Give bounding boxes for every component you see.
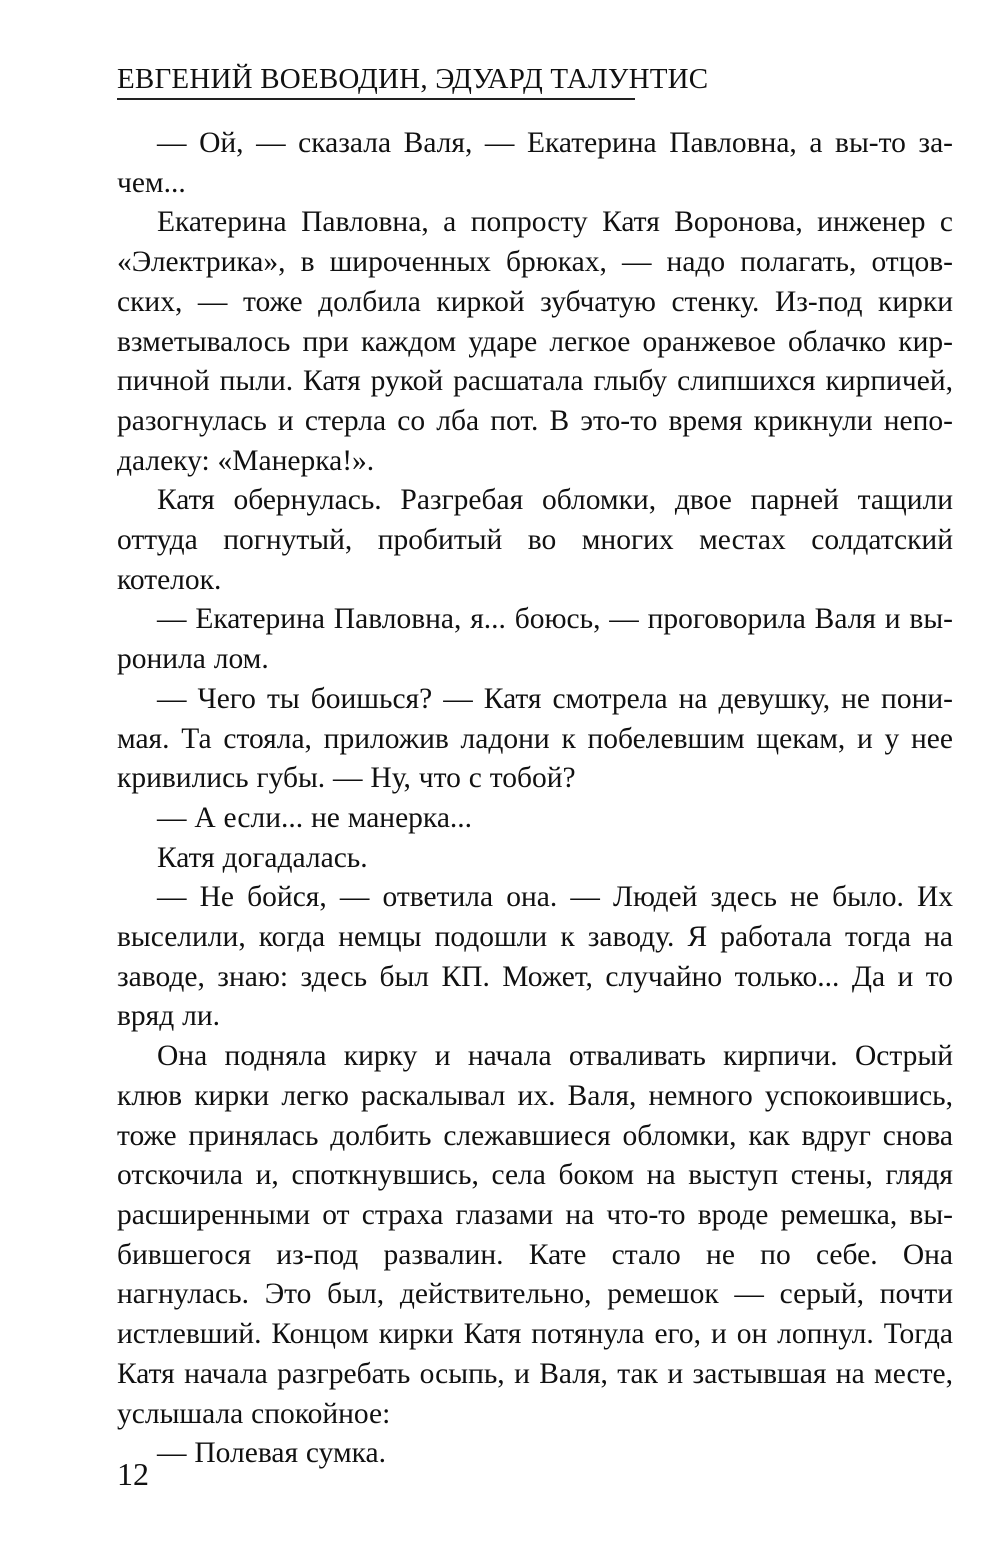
paragraph: Катя обернулась. Разгребая обломки, двое парней тащили оттуда погнутый, пробитый во многих местах солдатский котелок. — [117, 484, 953, 596]
paragraph: Катя догадалась. — [157, 841, 368, 874]
page-number: 12 — [117, 1456, 149, 1492]
paragraph: — Полевая сумка. — [157, 1437, 387, 1470]
body-text — [117, 124, 953, 1474]
paragraph: Екатерина Павловна, а попросту Катя Воронова, инженер с «Электрика», в широченных брюках, — надо полагать, отцовских, — тоже долбила киркой зубчатую стенку. Из-под кирки взметывалось при каждом ударе легкое оранжевое облачко кирпичной пыли. Катя рукой расшатала глыбу слипшихся кирпичей, разогнулась и стерла со лба пот. В это-то время крикнули неподалеку: «Манерка!». — [117, 206, 953, 477]
paragraph: — Ой, — сказала Валя, — Екатерина Павловна, а вы-то зачем... — [117, 127, 953, 199]
paragraph: — Не бойся, — ответила она. — Людей здесь не было. Их выселили, когда немцы подошли к заводу. Я работала тогда на заводе, знаю: здесь был КП. Может, случайно только... Да и то вряд ли. — [117, 881, 953, 1033]
header-rule — [117, 98, 635, 100]
paragraph: — А если... не манерка... — [157, 801, 473, 834]
paragraph: — Екатерина Павловна, я... боюсь, — проговорила Валя и выронила лом. — [117, 603, 953, 676]
paragraph: — Чего ты боишься? — Катя смотрела на девушку, не понимая. Та стояла, приложив ладони к побелевшим щекам, и у нее кривились губы. — Ну, что с тобой? — [117, 682, 953, 795]
paragraph: Она подняла кирку и начала отваливать кирпичи. Острый клюв кирки легко раскалывал их. Валя, немного успокоившись, тоже принялась долбить слежавшиеся обломки, как вдруг снова отскочила и, споткнувшись, села боком на выступ стены, глядя расширенными от страха глазами на что-то вроде ремешка, выбившегося из-под развалин. Кате стало не по себе. Она нагнулась. Это был, действительно, ремешок — серый, почти истлевший. Концом кирки Катя потянула его, и он лопнул. Тогда Катя начала разгребать осыпь, и Валя, так и застывшая на месте, услышала спокойное: — [117, 1040, 953, 1430]
running-head: ЕВГЕНИЙ ВОЕВОДИН, ЭДУАРД ТАЛУНТИС — [117, 63, 709, 95]
